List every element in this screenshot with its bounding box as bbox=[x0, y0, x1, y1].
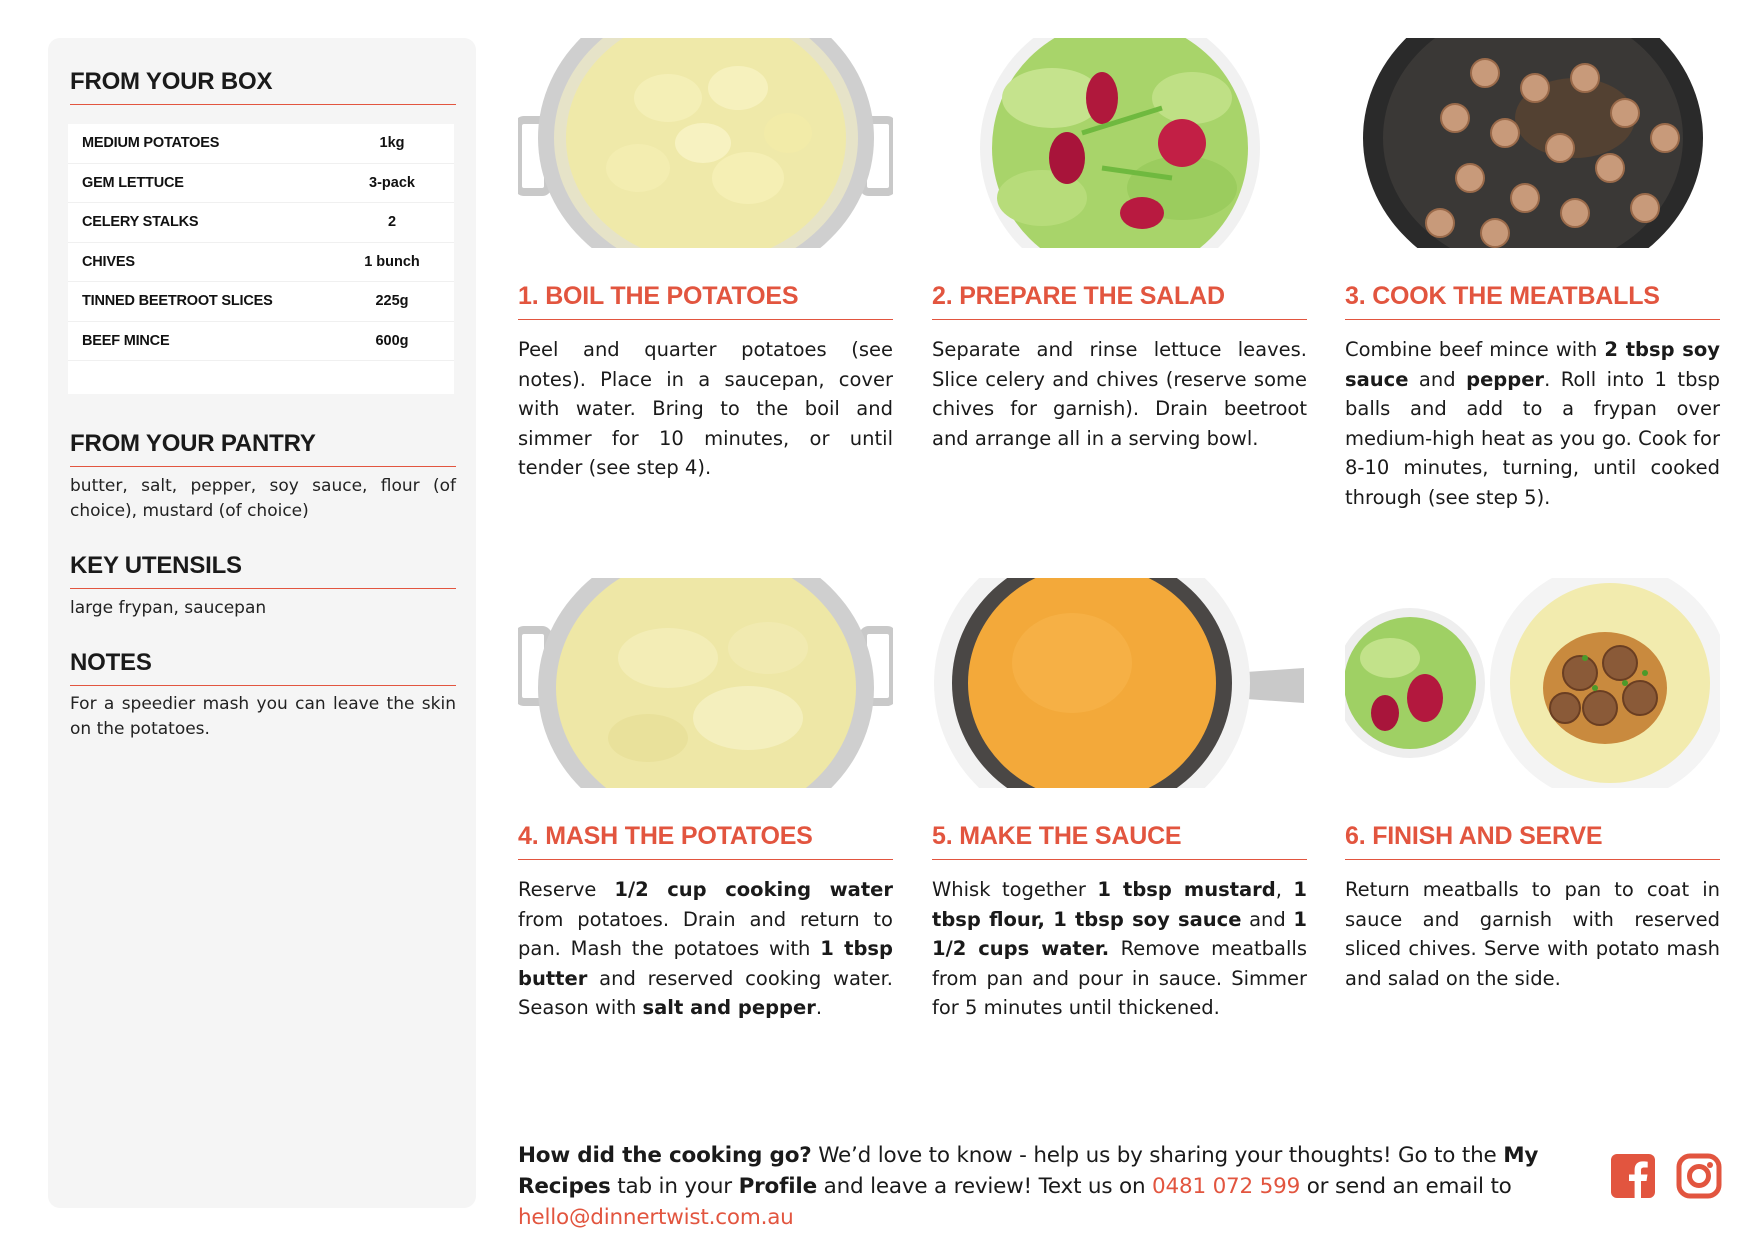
bold-text: How did the cooking go? bbox=[518, 1143, 812, 1168]
ingredient-qty: 1 bunch bbox=[364, 253, 420, 270]
step-4-text bbox=[518, 875, 893, 1023]
bold-text: Profile bbox=[738, 1174, 817, 1199]
bold-text: salt and pepper bbox=[642, 996, 816, 1019]
table-row bbox=[68, 243, 454, 283]
bold-text: 1/2 cup cooking water bbox=[614, 878, 893, 901]
step-5-title: 5. MAKE THE SAUCE bbox=[932, 822, 1307, 860]
key-utensils-title: KEY UTENSILS bbox=[70, 552, 456, 589]
ingredient-name: CELERY STALKS bbox=[82, 214, 199, 231]
ingredient-qty: 2 bbox=[387, 214, 397, 231]
text-segment: tab in your bbox=[610, 1174, 739, 1199]
step-3-title: 3. COOK THE MEATBALLS bbox=[1345, 282, 1720, 320]
text-segment: Reserve bbox=[518, 878, 615, 901]
contact-link[interactable]: hello@dinnertwist.com.au bbox=[518, 1205, 794, 1230]
table-row bbox=[68, 203, 454, 243]
instagram-icon[interactable] bbox=[1676, 1153, 1722, 1199]
box-ingredients-table bbox=[68, 124, 454, 394]
step-4-title: 4. MASH THE POTATOES bbox=[518, 822, 893, 860]
text-segment: Separate and rinse lettuce leaves. Slice celery and chives (reserve some chives for garnish). Drain beetroot and arrange all in a serving bowl. bbox=[932, 338, 1307, 450]
step-4-image bbox=[518, 578, 893, 788]
step-3-image bbox=[1345, 38, 1720, 248]
notes-text: For a speedier mash you can leave the skin on the potatoes. bbox=[70, 694, 456, 739]
ingredients-sidebar bbox=[48, 38, 476, 1208]
text-segment: from potatoes. Drain and return to pan. Mash the potatoes with bbox=[518, 907, 893, 960]
bold-text: pepper bbox=[1466, 367, 1545, 391]
table-row bbox=[68, 282, 454, 322]
text-segment: Return meatballs to pan to coat in sauce and garnish with reserved sliced chives. Serve with potato mash and salad on the side. bbox=[1345, 878, 1720, 990]
bold-text: 1 tbsp flour, 1 tbsp soy sauce bbox=[932, 878, 1307, 931]
ingredient-name: MEDIUM POTATOES bbox=[82, 135, 220, 152]
ingredient-name: TINNED BEETROOT SLICES bbox=[82, 293, 273, 310]
feedback-footer bbox=[518, 1140, 1568, 1233]
step-6-text bbox=[1345, 875, 1720, 993]
table-row bbox=[68, 164, 454, 204]
text-segment: Peel and quarter potatoes (see notes). Place in a saucepan, cover with water. Bring to the boil and simmer for 10 minutes, or until tender (see step 4). bbox=[518, 338, 893, 479]
step-2-text bbox=[932, 335, 1307, 453]
text-segment: Combine beef mince with bbox=[1345, 338, 1605, 361]
step-1-text bbox=[518, 335, 893, 483]
step-2-title: 2. PREPARE THE SALAD bbox=[932, 282, 1307, 320]
contact-link[interactable]: 0481 072 599 bbox=[1152, 1174, 1301, 1199]
ingredient-qty: 225g bbox=[375, 293, 409, 310]
ingredient-name: GEM LETTUCE bbox=[82, 174, 184, 191]
text-segment: Remove meatballs from pan and pour in sauce. Simmer for 5 minutes until thickened. bbox=[932, 937, 1307, 1019]
table-row bbox=[68, 124, 454, 164]
pantry-text: butter, salt, pepper, soy sauce, flour (of choice), mustard (of choice) bbox=[70, 476, 456, 521]
step-2-image bbox=[932, 38, 1307, 248]
bold-text: My Recipes bbox=[518, 1143, 1539, 1199]
text-segment: or send an email to bbox=[1300, 1174, 1512, 1199]
ingredient-qty: 1kg bbox=[379, 135, 405, 152]
text-segment: . Roll into 1 tbsp balls and add to a frypan over medium-high heat as you go. Cook for 8-10 minutes, turning, until cooked through (see step 5). bbox=[1345, 367, 1720, 509]
text-segment: . bbox=[815, 996, 823, 1019]
from-your-pantry-title: FROM YOUR PANTRY bbox=[70, 430, 456, 467]
bold-text: 1 1/2 cups water. bbox=[932, 907, 1307, 960]
ingredient-name: CHIVES bbox=[82, 253, 135, 270]
ingredient-qty: 600g bbox=[375, 332, 409, 349]
text-segment: and bbox=[1241, 907, 1294, 931]
step-5-image bbox=[932, 578, 1307, 788]
ingredient-qty: 3-pack bbox=[369, 174, 415, 191]
step-1-title: 1. BOIL THE POTATOES bbox=[518, 282, 893, 320]
from-your-box-title: FROM YOUR BOX bbox=[70, 68, 456, 105]
step-1-image bbox=[518, 38, 893, 248]
step-3-text bbox=[1345, 335, 1720, 512]
table-row bbox=[68, 322, 454, 362]
text-segment: and reserved cooking water. Season with bbox=[518, 966, 893, 1019]
text-segment: Whisk together bbox=[932, 878, 1098, 901]
bold-text: 1 tbsp mustard bbox=[1097, 878, 1276, 901]
step-6-title: 6. FINISH AND SERVE bbox=[1345, 822, 1720, 860]
ingredient-name: BEEF MINCE bbox=[82, 332, 170, 349]
bold-text: 1 tbsp butter bbox=[518, 937, 893, 990]
utensils-text: large frypan, saucepan bbox=[70, 598, 267, 618]
text-segment: and bbox=[1408, 367, 1467, 391]
text-segment: and leave a review! Text us on bbox=[816, 1174, 1153, 1199]
step-5-text bbox=[932, 875, 1307, 1023]
bold-text: 2 tbsp soy sauce bbox=[1345, 338, 1720, 391]
facebook-icon[interactable] bbox=[1610, 1153, 1656, 1199]
notes-title: NOTES bbox=[70, 649, 456, 686]
step-6-image bbox=[1345, 578, 1720, 788]
text-segment: , bbox=[1275, 878, 1294, 901]
text-segment: We’d love to know - help us by sharing your thoughts! Go to the bbox=[811, 1143, 1504, 1168]
